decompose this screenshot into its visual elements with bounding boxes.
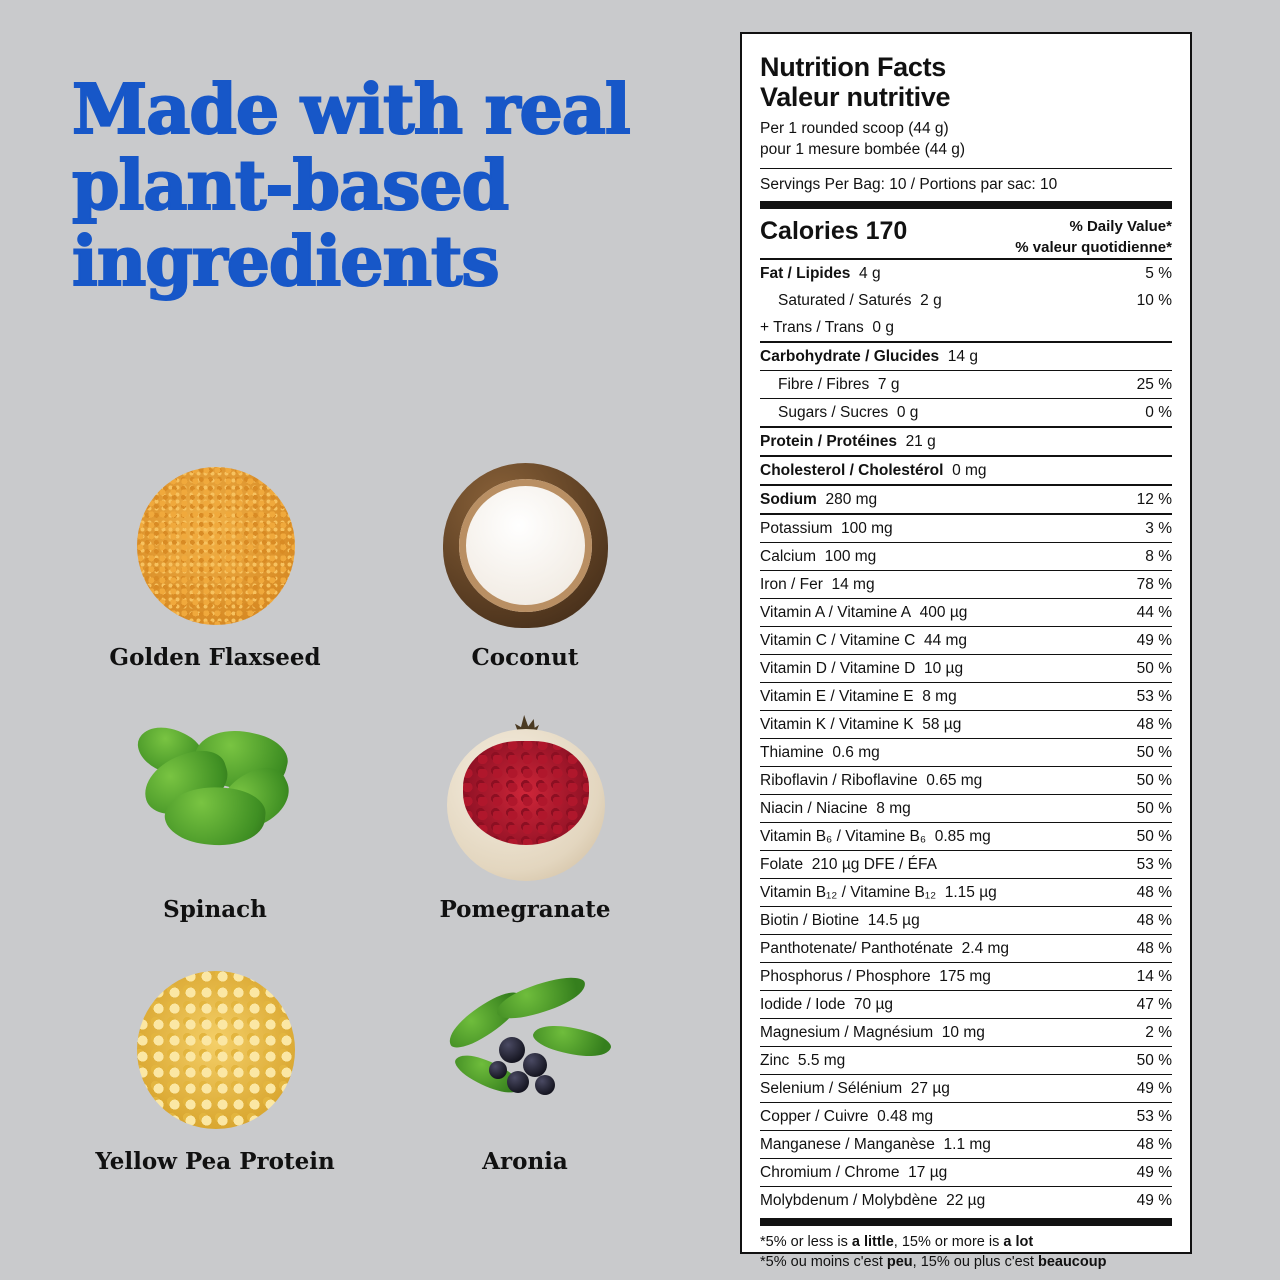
nutrient-row (760, 682, 1172, 710)
ingredient-label: Spinach (163, 896, 267, 923)
nutrition-title-fr: Valeur nutritive (760, 82, 951, 113)
nutrient-label: Saturated / Saturés 2 g (778, 291, 942, 309)
footnote-fr: *5% ou moins c'est peu, 15% ou plus c'est beaucoup (760, 1254, 1107, 1271)
nutrient-row (760, 962, 1172, 990)
nutrient-row (760, 287, 1172, 314)
flaxseed-icon (115, 455, 315, 640)
nutrient-row (760, 934, 1172, 962)
nutrient-row (760, 1046, 1172, 1074)
nutrient-daily-value: 0 % (1145, 403, 1172, 421)
calories-value: Calories 170 (760, 217, 908, 246)
servings-per-bag: Servings Per Bag: 10 / Portions par sac: 10 (760, 176, 1058, 194)
nutrient-row (760, 258, 1172, 287)
nutrient-row (760, 1018, 1172, 1046)
nutrient-label: Copper / Cuivre 0.48 mg (760, 1107, 934, 1125)
nutrient-daily-value: 48 % (1136, 939, 1172, 957)
nutrient-daily-value: 53 % (1136, 855, 1172, 873)
ingredient-label: Golden Flaxseed (109, 644, 321, 671)
nutrient-daily-value: 2 % (1145, 1023, 1172, 1041)
nutrient-label: Carbohydrate / Glucides 14 g (760, 347, 978, 365)
nutrient-row (760, 654, 1172, 682)
footnote (760, 1218, 1172, 1273)
nutrient-daily-value: 50 % (1136, 799, 1172, 817)
nutrient-daily-value: 10 % (1136, 291, 1172, 309)
nutrient-label: Riboflavin / Riboflavine 0.65 mg (760, 771, 983, 789)
serving-size-fr: pour 1 mesure bombée (44 g) (760, 141, 966, 159)
headline-line-1: Made with real (72, 70, 630, 150)
nutrient-label: Vitamin B₁₂ / Vitamine B₁₂ 1.15 µg (760, 883, 997, 901)
nutrient-label: Phosphorus / Phosphore 175 mg (760, 967, 991, 985)
nutrient-label: Vitamin B₆ / Vitamine B₆ 0.85 mg (760, 827, 991, 845)
nutrient-row (760, 1074, 1172, 1102)
nutrient-row (760, 426, 1172, 455)
nutrient-daily-value: 50 % (1136, 743, 1172, 761)
nutrient-label: Protein / Protéines 21 g (760, 432, 936, 450)
ingredient-item (370, 455, 680, 707)
nutrient-daily-value: 5 % (1145, 264, 1172, 282)
nutrient-daily-value: 3 % (1145, 519, 1172, 537)
ingredient-label: Pomegranate (439, 896, 611, 923)
nutrition-title-en: Nutrition Facts (760, 52, 947, 82)
nutrient-label: Niacin / Niacine 8 mg (760, 799, 911, 817)
footnote-en: *5% or less is a little, 15% or more is a lot (760, 1233, 1034, 1250)
nutrient-label: Cholesterol / Cholestérol 0 mg (760, 461, 987, 479)
nutrient-row (760, 906, 1172, 934)
nutrient-row (760, 542, 1172, 570)
ingredient-item (60, 707, 370, 959)
nutrient-label: Zinc 5.5 mg (760, 1051, 846, 1069)
nutrient-label: Sodium 280 mg (760, 490, 878, 508)
spinach-icon (115, 707, 315, 892)
nutrient-label: Fat / Lipides 4 g (760, 264, 881, 282)
nutrient-row (760, 1186, 1172, 1214)
nutrient-daily-value: 53 % (1136, 1107, 1172, 1125)
nutrient-label: Selenium / Sélénium 27 µg (760, 1079, 950, 1097)
ingredient-item (60, 455, 370, 707)
nutrient-label: Potassium 100 mg (760, 519, 893, 537)
nutrient-daily-value: 44 % (1136, 603, 1172, 621)
nutrient-row (760, 794, 1172, 822)
nutrient-daily-value: 50 % (1136, 771, 1172, 789)
nutrient-label: Iodide / Iode 70 µg (760, 995, 894, 1013)
nutrient-label: Fibre / Fibres 7 g (778, 375, 900, 393)
nutrient-label: Molybdenum / Molybdène 22 µg (760, 1191, 986, 1209)
nutrient-label: Thiamine 0.6 mg (760, 743, 880, 761)
nutrient-row (760, 370, 1172, 398)
nutrient-row (760, 822, 1172, 850)
nutrient-daily-value: 48 % (1136, 883, 1172, 901)
nutrient-daily-value: 49 % (1136, 631, 1172, 649)
nutrient-label: Vitamin A / Vitamine A 400 µg (760, 603, 968, 621)
nutrient-row (760, 570, 1172, 598)
ingredient-item (60, 959, 370, 1211)
nutrient-row (760, 738, 1172, 766)
nutrient-daily-value: 8 % (1145, 547, 1172, 565)
nutrient-row (760, 314, 1172, 341)
nutrient-row (760, 1158, 1172, 1186)
headline-line-3: ingredients (72, 222, 499, 303)
nutrient-label: Iron / Fer 14 mg (760, 575, 875, 593)
nutrient-daily-value: 48 % (1136, 715, 1172, 733)
nutrient-row (760, 850, 1172, 878)
ingredient-label: Aronia (482, 1148, 568, 1175)
nutrient-daily-value: 49 % (1136, 1163, 1172, 1181)
nutrient-daily-value: 49 % (1136, 1079, 1172, 1097)
nutrient-label: Sugars / Sucres 0 g (778, 403, 919, 421)
nutrient-row (760, 455, 1172, 484)
nutrient-daily-value: 53 % (1136, 687, 1172, 705)
nutrient-label: Folate 210 µg DFE / ÉFA (760, 855, 937, 873)
nutrient-label: Panthotenate/ Panthoténate 2.4 mg (760, 939, 1010, 957)
serving-size-en: Per 1 rounded scoop (44 g) (760, 120, 949, 138)
nutrient-daily-value: 12 % (1136, 490, 1172, 508)
nutrient-daily-value: 14 % (1136, 967, 1172, 985)
nutrient-label: Calcium 100 mg (760, 547, 877, 565)
nutrition-facts-panel (740, 32, 1192, 1271)
ingredient-item (370, 707, 680, 959)
nutrient-daily-value: 50 % (1136, 659, 1172, 677)
divider (760, 201, 1172, 209)
nutrient-label: Biotin / Biotine 14.5 µg (760, 911, 920, 929)
nutrient-daily-value: 50 % (1136, 1051, 1172, 1069)
nutrient-row (760, 598, 1172, 626)
nutrient-label: Chromium / Chrome 17 µg (760, 1163, 948, 1181)
aronia-icon (425, 959, 625, 1144)
nutrient-label: Manganese / Manganèse 1.1 mg (760, 1135, 991, 1153)
nutrient-row (760, 710, 1172, 738)
nutrient-row (760, 341, 1172, 370)
nutrient-row (760, 398, 1172, 426)
ingredient-label: Coconut (471, 644, 579, 671)
page-title (72, 70, 692, 303)
nutrient-daily-value: 48 % (1136, 1135, 1172, 1153)
nutrient-daily-value: 25 % (1136, 375, 1172, 393)
yellow-pea-icon (115, 959, 315, 1144)
pomegranate-icon (425, 707, 625, 892)
daily-value-header (1015, 217, 1172, 258)
nutrient-row (760, 626, 1172, 654)
nutrient-row (760, 1130, 1172, 1158)
nutrient-daily-value: 78 % (1136, 575, 1172, 593)
calories-row (760, 209, 1172, 258)
nutrient-label: + Trans / Trans 0 g (760, 318, 894, 336)
ingredient-label: Yellow Pea Protein (95, 1148, 335, 1175)
nutrient-label: Magnesium / Magnésium 10 mg (760, 1023, 985, 1041)
nutrient-row (760, 766, 1172, 794)
ingredient-grid (60, 455, 680, 1211)
nutrient-label: Vitamin C / Vitamine C 44 mg (760, 631, 968, 649)
nutrient-daily-value: 50 % (1136, 827, 1172, 845)
nutrient-rows (760, 258, 1172, 1214)
nutrient-row (760, 513, 1172, 542)
headline-line-2: plant-based (72, 146, 509, 227)
coconut-icon (425, 455, 625, 640)
nutrient-daily-value: 49 % (1136, 1191, 1172, 1209)
nutrient-row (760, 484, 1172, 513)
daily-value-en: % Daily Value* (1069, 218, 1172, 236)
nutrient-daily-value: 47 % (1136, 995, 1172, 1013)
nutrient-row (760, 878, 1172, 906)
nutrient-label: Vitamin D / Vitamine D 10 µg (760, 659, 964, 677)
ingredient-item (370, 959, 680, 1211)
nutrient-label: Vitamin K / Vitamine K 58 µg (760, 715, 962, 733)
nutrient-daily-value: 48 % (1136, 911, 1172, 929)
nutrient-row (760, 990, 1172, 1018)
daily-value-fr: % valeur quotidienne* (1015, 238, 1172, 256)
nutrient-row (760, 1102, 1172, 1130)
nutrient-label: Vitamin E / Vitamine E 8 mg (760, 687, 957, 705)
